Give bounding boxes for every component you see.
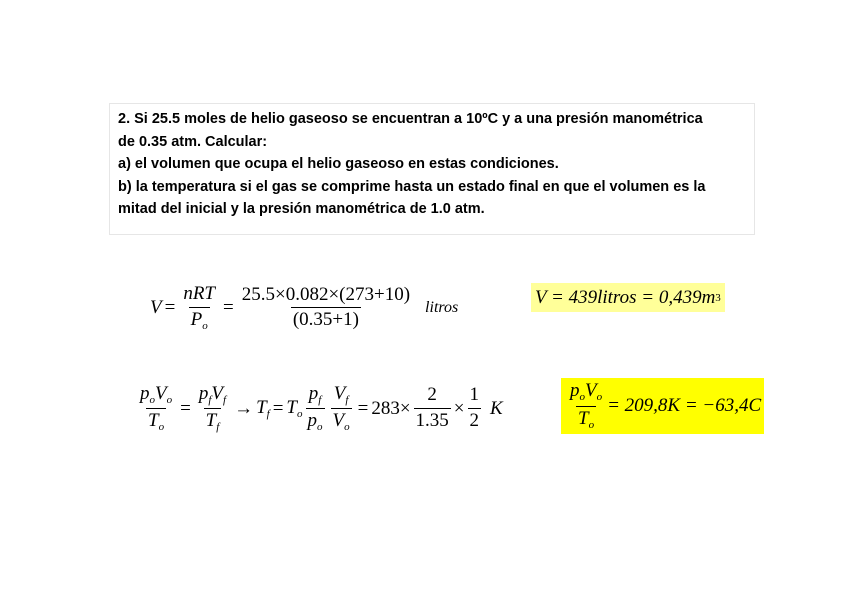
volume-unit: litros	[425, 298, 459, 316]
problem-line-5: mitad del inicial y la presión manométrica de 1.0 atm.	[118, 201, 485, 217]
temperature-equation: $\frac{p_oV_o}{T_o}$ = $\frac{p_fV_f}{T_f}$ → $T_f$ = $T_o$ $\frac{p_f}{p_o}$ $\frac{V_f}{V_o}$ = 283× $\frac{2}{1.35}$ × $\frac{1}{2}$ K	[140, 383, 503, 434]
problem-line-3: a) el volumen que ocupa el helio gaseoso en estas condiciones.	[118, 156, 559, 172]
temperature-result: $\frac{p_oV_o}{T_o}$ = 209,8K = −63,4C	[561, 378, 764, 434]
problem-line-1: 2. Si 25.5 moles de helio gaseoso se encuentran a 10ºC y a una presión manométrica	[118, 111, 703, 127]
volume-equation: V = $\frac{\text{nRT}}{P_o}$ = $\frac{25.5\times 0.082\times(273+10)}{(0.35+1)}$ litros	[150, 283, 459, 332]
ideal-gas-fraction: $\frac{\text{nRT}}{P_o}$	[183, 283, 216, 332]
problem-line-4: b) la temperatura si el gas se comprime hasta un estado final en que el volumen es la	[118, 178, 706, 195]
volume-symbol: V	[150, 296, 162, 318]
problem-statement	[109, 103, 755, 235]
volume-result: V = 439litros = 0,439m 3	[531, 283, 725, 312]
numeric-fraction: $\frac{25.5\times 0.082\times(273+10)}{(0.35+1)}$	[241, 283, 411, 331]
problem-line-2: de 0.35 atm. Calcular:	[118, 133, 268, 150]
